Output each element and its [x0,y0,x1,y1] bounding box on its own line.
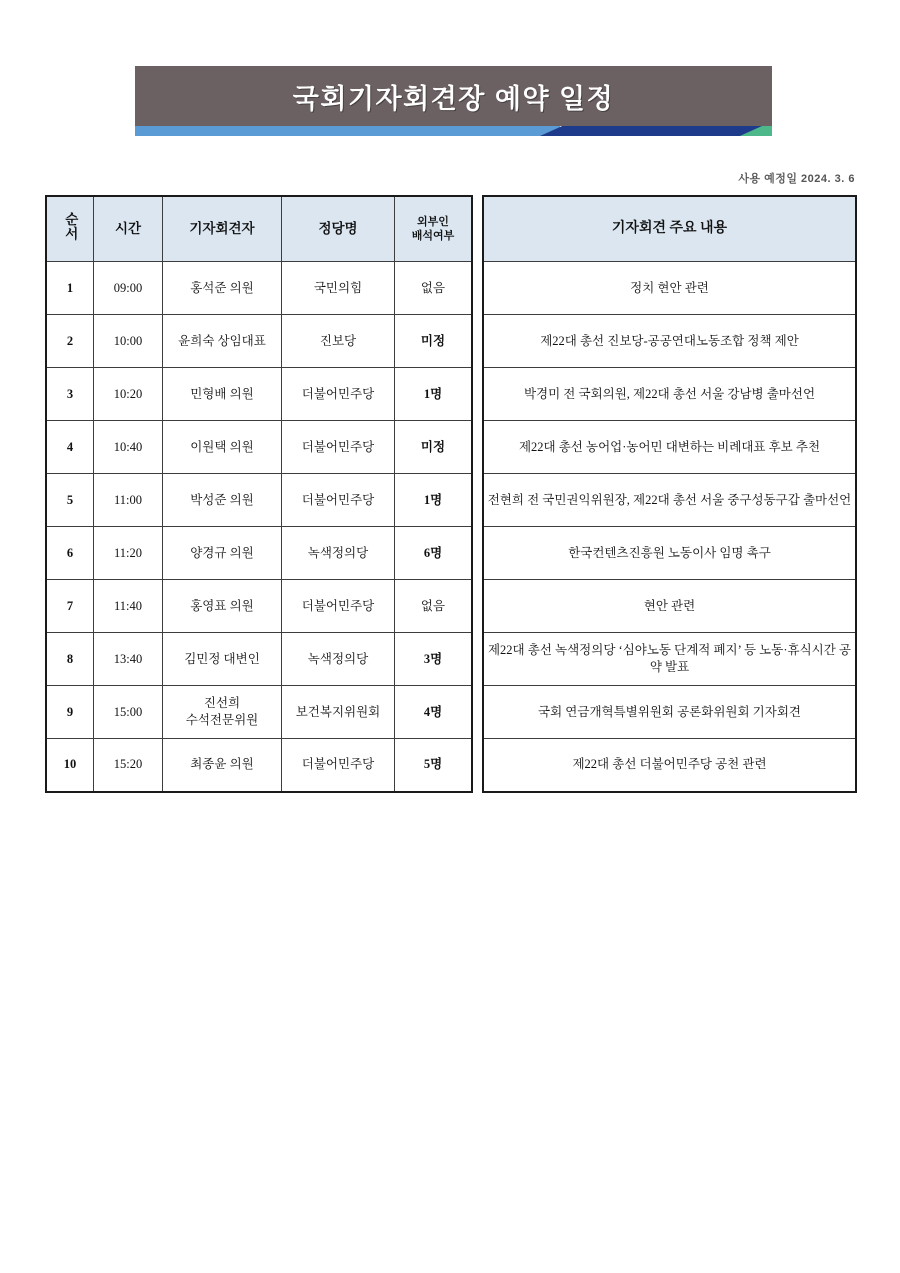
cell-content: 한국컨텐츠진흥원 노동이사 임명 촉구 [483,527,856,580]
table-row [483,421,856,474]
cell-time: 11:00 [94,474,163,527]
column-header-party: 정당명 [282,196,395,262]
cell-content: 제22대 총선 녹색정의당 ‘심야노동 단계적 폐지’ 등 노동·휴식시간 공약 발표 [483,633,856,686]
cell-time: 15:20 [94,739,163,792]
cell-party: 녹색정의당 [282,527,395,580]
column-header-external-line2: 배석여부 [411,230,455,242]
cell-external: 1명 [395,474,473,527]
cell-party: 더불어민주당 [282,368,395,421]
page-title: 국회기자회견장 예약 일정 [292,83,615,114]
cell-party: 더불어민주당 [282,739,395,792]
table-row [483,633,856,686]
stripe-segment-middle [540,126,762,136]
column-header-no [46,196,94,262]
table-row [483,262,856,315]
cell-speaker: 박성준 의원 [163,474,282,527]
table-header-left [46,196,472,262]
schedule-table-right [482,195,857,793]
cell-speaker: 홍석준 의원 [163,262,282,315]
cell-speaker [163,686,282,739]
cell-party: 보건복지위원회 [282,686,395,739]
table-row [46,633,472,686]
stripe-segment-left [135,126,560,136]
table-row [46,580,472,633]
cell-no: 8 [46,633,94,686]
table-header-row [46,196,472,262]
column-header-external [395,196,473,262]
cell-no: 10 [46,739,94,792]
table-row [483,368,856,421]
table-row [46,739,472,792]
table-row [483,527,856,580]
cell-time: 11:20 [94,527,163,580]
cell-external: 1명 [395,368,473,421]
cell-no: 1 [46,262,94,315]
column-header-content: 기자회견 주요 내용 [483,196,856,262]
cell-party: 진보당 [282,315,395,368]
table-row [46,421,472,474]
cell-party: 더불어민주당 [282,580,395,633]
cell-speaker: 양경규 의원 [163,527,282,580]
cell-external: 6명 [395,527,473,580]
cell-party: 녹색정의당 [282,633,395,686]
table-header-row [483,196,856,262]
table-row [483,315,856,368]
table-row [46,315,472,368]
column-header-time: 시간 [94,196,163,262]
cell-speaker-line2: 수석전문위원 [185,713,259,727]
table-body-left [46,262,472,792]
cell-party: 더불어민주당 [282,474,395,527]
cell-content: 정치 현안 관련 [483,262,856,315]
cell-content: 전현희 전 국민권익위원장, 제22대 총선 서울 중구성동구갑 출마선언 [483,474,856,527]
cell-content: 박경미 전 국회의원, 제22대 총선 서울 강남병 출마선언 [483,368,856,421]
cell-no: 9 [46,686,94,739]
use-date-note: 사용 예정일 2024. 3. 6 [738,173,855,185]
cell-content: 국회 연금개혁특별위원회 공론화위원회 기자회견 [483,686,856,739]
cell-no: 3 [46,368,94,421]
cell-no: 5 [46,474,94,527]
cell-external: 3명 [395,633,473,686]
table-row [46,368,472,421]
cell-speaker: 민형배 의원 [163,368,282,421]
cell-speaker: 이원택 의원 [163,421,282,474]
cell-time: 10:00 [94,315,163,368]
cell-content: 제22대 총선 농어업·농어민 대변하는 비례대표 후보 추천 [483,421,856,474]
table-row [483,474,856,527]
cell-time: 10:20 [94,368,163,421]
table-body-right [483,262,856,792]
table-row [483,739,856,792]
banner-stripe [135,126,772,136]
table-header-right [483,196,856,262]
cell-time: 09:00 [94,262,163,315]
cell-external: 미정 [395,315,473,368]
cell-external: 4명 [395,686,473,739]
cell-time: 10:40 [94,421,163,474]
cell-no: 6 [46,527,94,580]
cell-content: 제22대 총선 더불어민주당 공천 관련 [483,739,856,792]
cell-speaker: 최종윤 의원 [163,739,282,792]
cell-speaker-line1: 진선희 [203,696,241,711]
banner [135,66,772,136]
column-header-no-label: 순서 [62,211,78,241]
table-row [483,580,856,633]
cell-no: 7 [46,580,94,633]
table-row [46,527,472,580]
cell-external: 없음 [395,262,473,315]
cell-time: 15:00 [94,686,163,739]
table-row [46,262,472,315]
cell-party: 국민의힘 [282,262,395,315]
table-row [46,474,472,527]
cell-time: 11:40 [94,580,163,633]
cell-external: 5명 [395,739,473,792]
cell-speaker: 윤희숙 상임대표 [163,315,282,368]
cell-content: 현안 관련 [483,580,856,633]
column-header-external-line1: 외부인 [417,215,449,228]
cell-speaker: 홍영표 의원 [163,580,282,633]
cell-no: 2 [46,315,94,368]
cell-external: 미정 [395,421,473,474]
cell-speaker: 김민정 대변인 [163,633,282,686]
schedule-tables [45,195,857,793]
cell-party: 더불어민주당 [282,421,395,474]
schedule-table-left [45,195,473,793]
cell-content: 제22대 총선 진보당-공공연대노동조합 정책 제안 [483,315,856,368]
cell-external: 없음 [395,580,473,633]
table-row [46,686,472,739]
cell-no: 4 [46,421,94,474]
banner-bar [135,66,772,126]
table-row [483,686,856,739]
cell-time: 13:40 [94,633,163,686]
column-header-speaker: 기자회견자 [163,196,282,262]
